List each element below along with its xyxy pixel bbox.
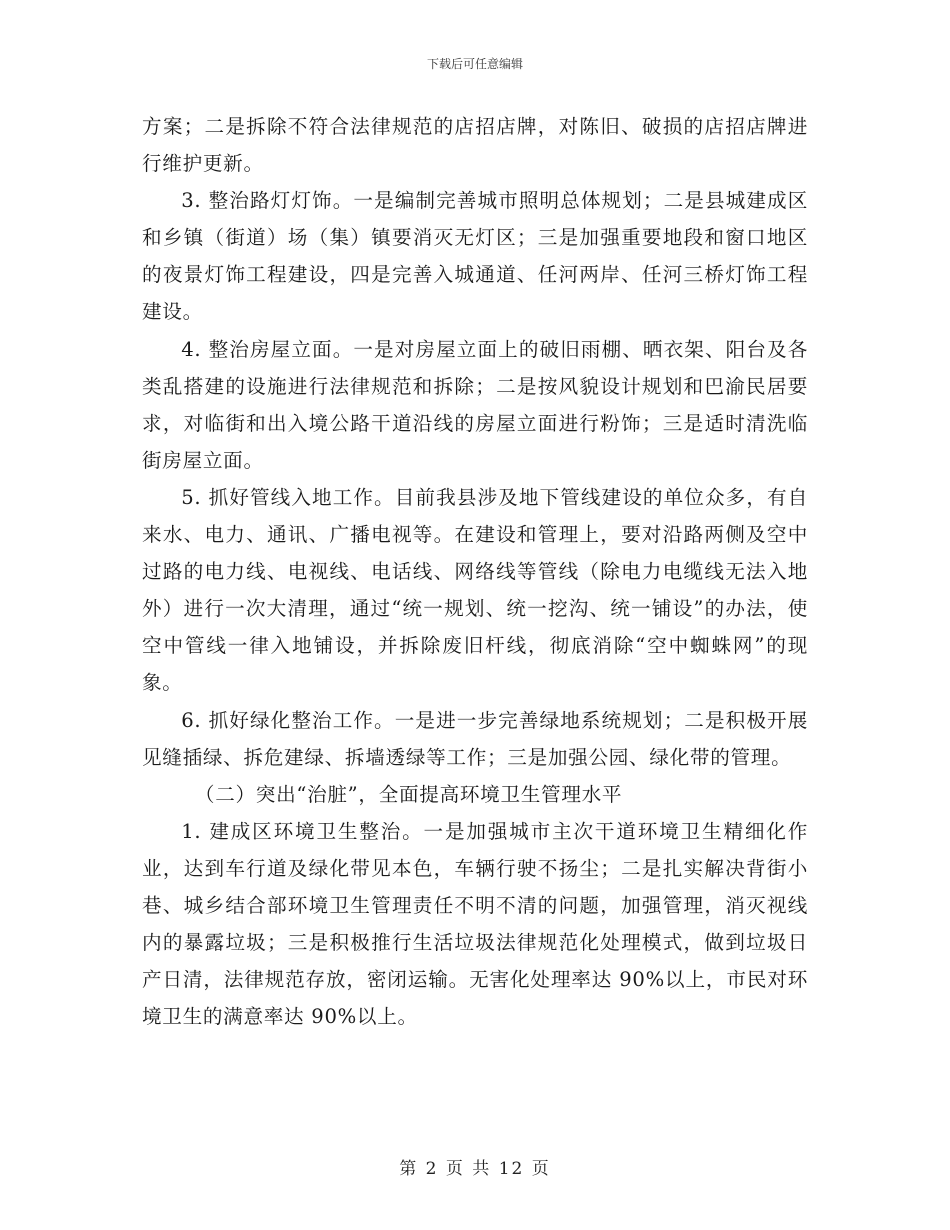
paragraph-urban-sanitation: 1. 建成区环境卫生整治。一是加强城市主次干道环境卫生精细化作业，达到车行道及绿化带见本色，车辆行驶不扬尘；二是扎实解决背街小巷、城乡结合部环境卫生管理责任不明不清的问题，加强管理，消灭视线内的暴露垃圾；三是积极推行生活垃圾法律规范化处理模式，做到垃圾日产日清，法律规范存放，密闭运输。无害化处理率达 90%以上，市民对环境卫生的满意率达 90%以上。: [142, 819, 808, 1029]
paragraph-building-facade: 4. 整治房屋立面。一是对房屋立面上的破旧雨棚、晒衣架、阳台及各类乱搭建的设施进行法律规范和拆除；二是按风貌设计规划和巴渝民居要求，对临街和出入境公路干道沿线的房屋立面进行粉饰；三是适时清洗临街房屋立面。: [142, 337, 808, 472]
paragraph-underground-pipelines: 5. 抓好管线入地工作。目前我县涉及地下管线建设的单位众多，有自来水、电力、通讯、广播电视等。在建设和管理上，要对沿路两侧及空中过路的电力线、电视线、电话线、网络线等管线（除电力电缆线无法入地外）进行一次大清理，通过“统一规划、统一挖沟、统一铺设”的办法，使空中管线一律入地铺设，并拆除废旧杆线，彻底消除“空中蜘蛛网”的现象。: [142, 485, 808, 695]
paragraph-street-lighting: 3. 整治路灯灯饰。一是编制完善城市照明总体规划；二是县城建成区和乡镇（街道）场（集）镇要消灭无灯区；三是加强重要地段和窗口地区的夜景灯饰工程建设，四是完善入城通道、任河两岸、任河三桥灯饰工程建设。: [142, 189, 808, 324]
page-number-footer: 第 2 页 共 12 页: [399, 1159, 551, 1179]
paragraph-greening: 6. 抓好绿化整治工作。一是进一步完善绿地系统规划；二是积极开展见缝插绿、拆危建绿、拆墙透绿等工作；三是加强公园、绿化带的管理。: [142, 708, 808, 769]
paragraph-continuation: 方案；二是拆除不符合法律规范的店招店牌，对陈旧、破损的店招店牌进行维护更新。: [142, 115, 808, 176]
document-body: [142, 108, 808, 1035]
page-header: 下载后可任意编辑: [426, 57, 523, 71]
section-heading-sanitation: （二）突出“治脏”，全面提高环境卫生管理水平: [194, 782, 623, 806]
